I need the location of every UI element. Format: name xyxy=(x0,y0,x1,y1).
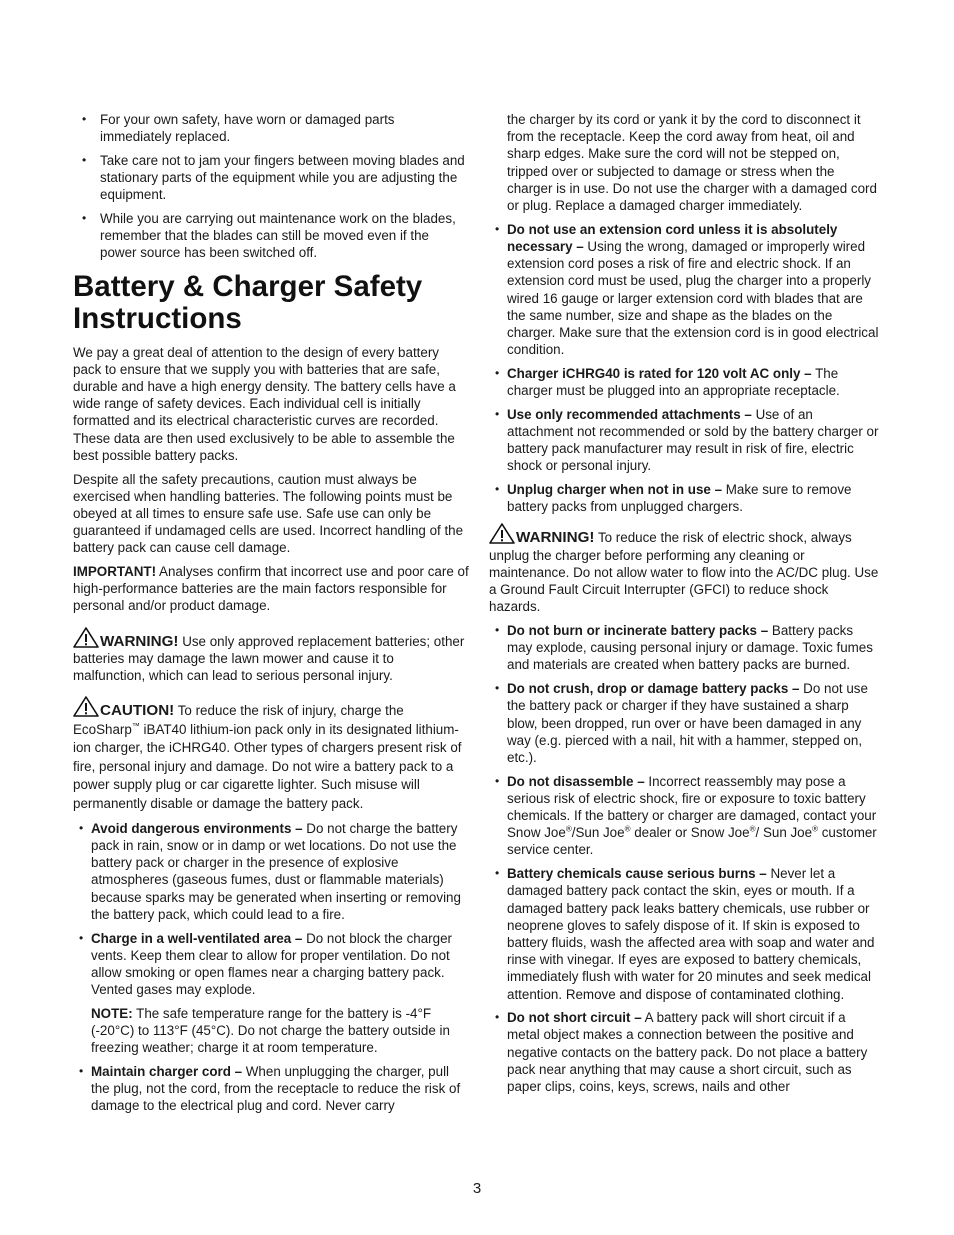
warning-text: To reduce the risk of electric shock, always unplug the charger before performing any cleaning or maintenance. Do not allow water to flow into the AC/DC plug. Use a Ground Fault Circuit Interrupter (GFCI) to reduce shock hazards. xyxy=(489,530,879,615)
bullet-heading: Do not burn or incinerate battery packs – xyxy=(507,622,769,638)
battery-bullets xyxy=(489,622,881,1095)
bullet-heading: Unplug charger when not in use – xyxy=(507,482,723,498)
bullet-heading: Charge in a well-ventilated area – xyxy=(91,930,303,946)
warning-paragraph xyxy=(73,627,469,685)
important-text: Analyses confirm that incorrect use and poor care of high-performance batteries are the main factors responsible for personal and/or product damage. xyxy=(73,564,469,614)
important-label: IMPORTANT! xyxy=(73,564,157,580)
caution-paragraph: Despite all the safety precautions, caution must always be exercised when handling batteries. The following points must be obeyed at all times to ensure safe use. Safe use can only be guaranteed if undamaged cells are used. Incorrect handling of the battery pack can cause cell damage. xyxy=(73,471,464,556)
list-item xyxy=(489,365,881,399)
bullet-text: Using the wrong, damaged or improperly wired extension cord poses a risk of fire and electric shock. If an extension cord must be used, plug the charger into a properly wired 16 gauge or larger extension cord with blades that are the same number, size and shape as the blades on the charger. Make sure that the extension cord is in good electrical condition. xyxy=(507,238,879,358)
warning-label: WARNING! xyxy=(100,632,179,650)
left-column xyxy=(73,111,469,1121)
list-item xyxy=(489,773,881,859)
note-label: NOTE: xyxy=(91,1005,133,1021)
bullet-heading: Use only recommended attachments – xyxy=(507,406,752,422)
trademark-mark: ™ xyxy=(131,721,140,731)
page-number: 3 xyxy=(472,1180,482,1197)
charging-bullets xyxy=(73,820,469,999)
bullet-text: customer service center. xyxy=(507,825,877,858)
list-item xyxy=(73,820,469,923)
bullet-heading: Battery chemicals cause serious burns – xyxy=(507,866,767,882)
list-item xyxy=(489,1009,881,1095)
bullet-heading: Do not short circuit – xyxy=(507,1010,642,1026)
bullet-heading: Do not disassemble – xyxy=(507,773,645,789)
bullet-text: Do not use the battery pack or charger if they have sustained a sharp blow, been dropped, run over or have been damaged in any way (e.g. pierced with a nail, hit with a hammer, stepped on, etc.). xyxy=(507,681,868,765)
bullet-heading: Charger iCHRG40 is rated for 120 volt AC only – xyxy=(507,365,812,381)
bullet-text: A battery pack will short circuit if a metal object makes a connection between the positive and negative contacts on the battery pack. Do not place a battery pack near anything that may cause a short circuit, such as paper clips, coins, keys, screws, nails and other xyxy=(507,1010,868,1095)
bullet-text: Never let a damaged battery pack contact the skin, eyes or mouth. If a damaged battery pack leaks battery chemicals, use rubber or neoprene gloves to safely dispose of it. If skin is exposed to battery fluids, wash the affected area with soap and water and rinse with vinegar. If eyes are exposed to battery chemicals, immediately flush with water for 20 minutes and seek medical attention. Remove and dispose of contaminated clothing. xyxy=(507,866,875,1002)
section-heading: Battery & Charger Safety Instructions xyxy=(73,269,423,335)
warning-paragraph xyxy=(489,523,881,615)
bullet-text: /Sun Joe xyxy=(571,825,625,841)
bullet-heading: Do not crush, drop or damage battery packs – xyxy=(507,681,800,697)
list-item xyxy=(489,481,881,515)
continuation-paragraph: the charger by its cord or yank it by the cord to disconnect it from the receptacle. Keep the cord away from heat, oil and sharp edges. Make sure the cord will not be stepped on, tripped over or subjected to damage or stress when the charger is in use. Do not use the charger with a damaged cord or plug. Replace a damaged charger immediately. xyxy=(507,112,877,214)
bullet-text: Use of an attachment not recommended or sold by the battery charger or battery pack manufacturer may result in risk of fire, electric shock or personal injury. xyxy=(507,406,879,474)
bullet-text: When unplugging the charger, pull the plug, not the cord, from the receptacle to reduce the risk of damage to the electrical plug and cord. Never carry xyxy=(91,1063,461,1114)
list-item: • While you are carrying out maintenance work on the blades, remember that the blades can still be moved even if the power source has been switched off. xyxy=(73,210,469,262)
bullet-text: Incorrect reassembly may pose a serious risk of electric shock, fire or exposure to toxic battery chemicals. If the battery or charger are damaged, contact your Snow Joe xyxy=(507,773,877,841)
list-item xyxy=(489,406,881,475)
note-paragraph xyxy=(73,1005,469,1057)
list-item: • Take care not to jam your fingers between moving blades and stationary parts of the equipment while you are adjusting the equipment. xyxy=(73,152,469,204)
bullet-text: The charger must be plugged into an appropriate receptacle. xyxy=(507,365,840,399)
list-item xyxy=(489,865,881,1003)
bullet-heading: Maintain charger cord – xyxy=(91,1063,243,1079)
list-item: • For your own safety, have worn or damaged parts immediately replaced. xyxy=(73,111,469,145)
charger-bullets xyxy=(489,221,881,516)
bullet-text: dealer or Snow Joe xyxy=(630,825,750,841)
caution-block xyxy=(73,696,469,813)
warning-label: WARNING! xyxy=(516,529,595,547)
caution-text: To reduce the risk of injury, charge the EcoSharp xyxy=(73,703,404,737)
warning-triangle-icon xyxy=(489,523,515,544)
registered-mark: ® xyxy=(565,824,572,834)
registered-mark: ® xyxy=(812,824,818,834)
bullet-heading: Avoid dangerous environments – xyxy=(91,820,303,836)
intro-paragraph: We pay a great deal of attention to the design of every battery pack to ensure that we supply you with batteries that are safe, durable and have a high energy density. The battery cells have a wide range of safety devices. Each individual cell is initially formatted and its electrical characteristic curves are recorded. These data are then used exclusively to be able to assemble the best possible battery packs. xyxy=(73,344,456,463)
right-column xyxy=(489,111,881,1102)
bullet-text: Do not block the charger vents. Keep them clear to allow for proper ventilation. Do not allow smoking or open flames near a charging battery pack. Vented gases may explode. xyxy=(91,930,452,998)
bullet-heading: Do not use an extension cord unless it is absolutely necessary – xyxy=(507,221,838,254)
bullet-text: Do not charge the battery pack in rain, snow or in damp or wet locations. Do not use the battery pack or charger in the presence of explosive atmospheres (gaseous fumes, dust or flammable materials) because sparks may be generated when inserting or removing the battery pack, which could lead to a fire. xyxy=(91,820,461,922)
bullet-text: / Sun Joe xyxy=(755,825,813,841)
list-item xyxy=(73,930,469,999)
bullet-text: Battery packs may explode, causing personal injury or damage. Toxic fumes and materials are created when battery packs are burned. xyxy=(507,622,873,673)
cord-bullets xyxy=(73,1063,469,1115)
important-paragraph xyxy=(73,563,469,615)
caution-triangle-icon xyxy=(73,696,99,717)
list-item xyxy=(489,680,881,766)
bullet-text: Make sure to remove battery packs from unplugged chargers. xyxy=(507,482,852,515)
list-item xyxy=(489,221,881,359)
caution-text-continued: iBAT40 lithium-ion pack only in its designated lithium-ion charger, the iCHRG40. Other types of chargers present risk of fire, personal injury and damage. Do not wire a battery pack to a power supply plug or car cigarette lighter. Such misuse will permanently disable or damage the battery pack. xyxy=(73,721,462,811)
registered-mark: ® xyxy=(749,824,756,834)
warning-text: Use only approved replacement batteries; other batteries may damage the lawn mower and cause it to malfunction, which can lead to serious personal injury. xyxy=(73,633,465,684)
maintenance-bullets xyxy=(73,111,469,262)
note-text: The safe temperature range for the battery is -4°F (-20°C) to 113°F (45°C). Do not charge the battery outside in freezing weather; charge it at room temperature. xyxy=(91,1005,450,1056)
caution-label: CAUTION! xyxy=(100,702,175,720)
list-item xyxy=(73,1063,469,1115)
warning-triangle-icon xyxy=(73,627,99,648)
registered-mark: ® xyxy=(624,824,631,834)
list-item xyxy=(489,622,881,674)
